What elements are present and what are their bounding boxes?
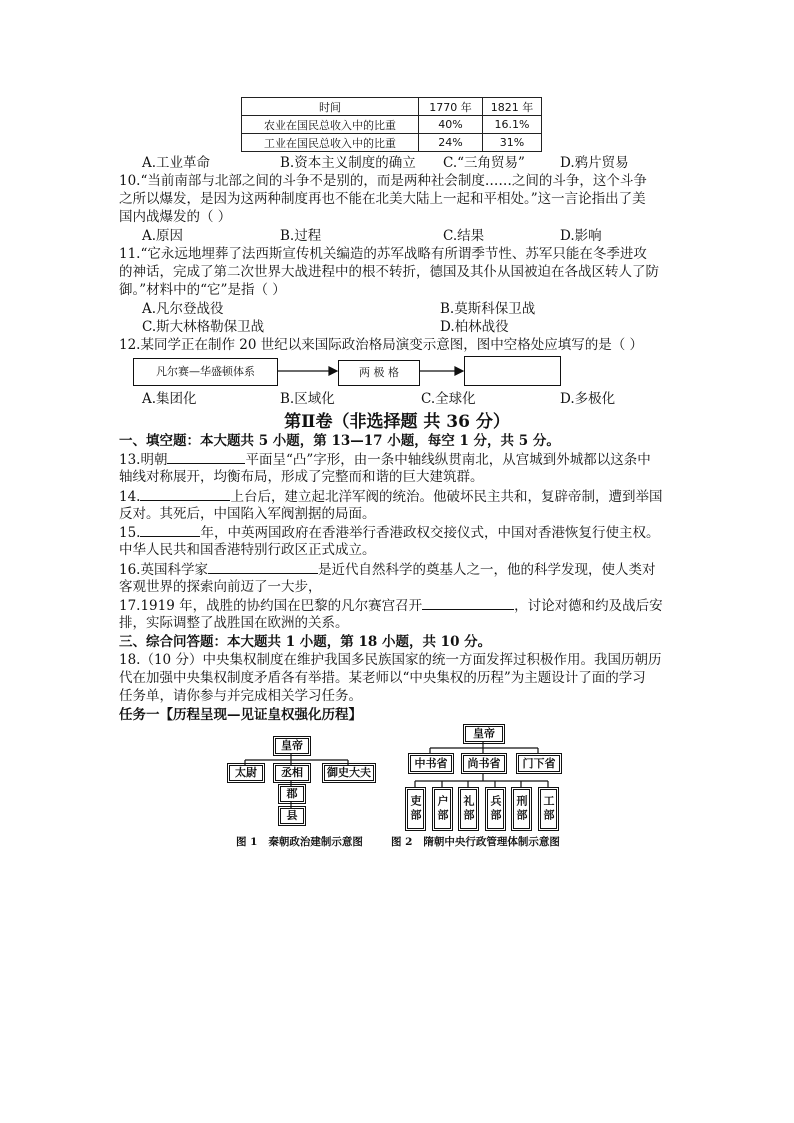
fig1-jun-box: 郡 xyxy=(280,786,304,802)
fig2-shangshu-box: 尚书省 xyxy=(463,755,505,772)
fig2-ministry-hu: 户部 xyxy=(434,789,451,829)
q14-suffix: 上台后，建立起北洋军阀的统治。他破坏民主共和，复辟帝制，遭到举国 xyxy=(230,489,663,505)
q11-option-b: B.莫斯科保卫战 xyxy=(440,301,536,317)
q11-option-c: C.斯大林格勒保卫战 xyxy=(142,319,265,335)
q12-option-c: C.全球化 xyxy=(421,391,476,407)
table-cell: 16.1% xyxy=(483,116,542,134)
q11-option-d: D.柏林战役 xyxy=(440,319,509,335)
q14-prefix: 14. xyxy=(119,489,141,505)
fig2-ministry-xing: 刑部 xyxy=(513,789,530,829)
q15-prefix: 15. xyxy=(119,525,141,541)
fig1-emperor-box: 皇帝 xyxy=(275,738,309,754)
fig1-caption: 图 1 秦朝政治建制示意图 xyxy=(236,836,363,848)
flow-box-bipolar: 两 极 格 xyxy=(338,360,420,386)
table-cell: 40% xyxy=(419,116,483,134)
q12-option-b: B.区域化 xyxy=(280,391,335,407)
q18-line: 代在加强中央集权制度矛盾各有举措。某老师以“中央集权的历程”为主题设计了面的学习 xyxy=(119,670,646,686)
q12-text-line: 12.某同学正在制作 20 世纪以来国际政治格局演变示意图，图中空格处应填写的是（ ） xyxy=(119,337,644,353)
q9-option-d: D.鸦片贸易 xyxy=(560,155,629,171)
section3-title: 三、综合问答题：本大题共 1 小题，第 18 小题，共 10 分。 xyxy=(119,634,492,650)
fig2-ministry-li-rites: 礼部 xyxy=(460,789,477,829)
q9-option-b: B.资本主义制度的确立 xyxy=(280,155,416,171)
q16-line2: 客观世界的探索向前迈了一大步， xyxy=(119,579,322,595)
q11-option-a: A.凡尔登战役 xyxy=(142,301,224,317)
section1-title: 一、填空题：本大题共 5 小题，第 13—17 小题，每空 1 分，共 5 分。 xyxy=(119,433,560,449)
q10-option-d: D.影响 xyxy=(560,228,602,244)
task1-heading: 任务一【历程呈现—见证皇权强化历程】 xyxy=(119,707,362,723)
q13-suffix: 平面呈“凸”字形，由一条中轴线纵贯南北，从宫城到外城都以这条中 xyxy=(245,452,651,468)
table-cell: 工业在国民总收入中的比重 xyxy=(242,134,419,152)
table-header-cell: 1821 年 xyxy=(483,98,542,116)
fig2-ministry-li-personnel: 吏部 xyxy=(407,789,424,829)
q18-line: 任务单，请你参与并完成相关学习任务。 xyxy=(119,688,362,704)
table-header-cell: 时间 xyxy=(242,98,419,116)
q11-text-line: 的神话，完成了第二次世界大战进程中的根不转折，德国及其仆从国被迫在各战区转人了防 xyxy=(119,264,659,280)
q10-text-line: 10.“当前南部与北部之间的斗争不是别的，而是两种社会制度……之间的斗争，这个斗争 xyxy=(119,173,647,189)
q10-text-line: 之所以爆发，是因为这两种制度再也不能在北美大陆上一起和平相处。”这一言论指出了美 xyxy=(119,191,646,207)
flow-box-versailles-washington: 凡尔赛—华盛顿体系 xyxy=(133,358,278,386)
q9-option-a: A.工业革命 xyxy=(142,155,211,171)
fig2-menxia-box: 门下省 xyxy=(518,755,560,772)
table-cell: 31% xyxy=(483,134,542,152)
q14-line2: 反对。其死后，中国陷入军阀割据的局面。 xyxy=(119,506,376,522)
q10-option-c: C.结果 xyxy=(443,228,485,244)
fig2-zhongshu-box: 中书省 xyxy=(410,755,452,772)
fig1-taiwei-box: 太尉 xyxy=(229,765,263,781)
q15-line2: 中华人民共和国香港特别行政区正式成立。 xyxy=(119,542,376,558)
q13-prefix: 13.明朝 xyxy=(119,452,168,468)
table-cell: 24% xyxy=(419,134,483,152)
q11-text-line: 御。”材料中的“它”是指（ ） xyxy=(119,282,286,298)
fig1-xian-box: 县 xyxy=(280,808,304,824)
q13-line2: 轴线对称展开，均衡布局，形成了完整而和谐的巨大建筑群。 xyxy=(119,469,484,485)
q18-line: 18.（10 分）中央集权制度在维护我国多民族国家的统一方面发挥过积极作用。我国历朝历 xyxy=(119,652,662,668)
q12-option-d: D.多极化 xyxy=(560,391,616,407)
q16-prefix: 16.英国科学家 xyxy=(119,562,208,578)
q10-option-b: B.过程 xyxy=(280,228,322,244)
fig2-emperor-box: 皇帝 xyxy=(465,726,503,742)
q15-suffix: 年，中英两国政府在香港举行香港政权交接仪式，中国对香港恢复行使主权。 xyxy=(200,525,660,541)
q10-text-line: 国内战爆发的（ ） xyxy=(119,209,232,225)
q11-text-line: 11.“它永远地埋葬了法西斯宣传机关编造的苏军战略有所谓季节性、苏军只能在冬季进攻 xyxy=(119,246,647,262)
table-header-cell: 1770 年 xyxy=(419,98,483,116)
fig2-ministry-bing: 兵部 xyxy=(487,789,504,829)
q17-suffix: ，讨论对德和约及战后安 xyxy=(514,598,663,614)
q12-option-a: A.集团化 xyxy=(142,391,197,407)
fig2-ministry-gong: 工部 xyxy=(540,789,557,829)
q17-line2: 排，实际调整了战胜国在欧洲的关系。 xyxy=(119,615,349,631)
q10-option-a: A.原因 xyxy=(142,228,184,244)
table-cell: 农业在国民总收入中的比重 xyxy=(242,116,419,134)
q9-option-c: C.“三角贸易” xyxy=(443,155,525,171)
fig1-chancellor-box: 丞相 xyxy=(275,765,309,781)
part2-title: 第Ⅱ卷（非选择题 共 36 分） xyxy=(284,412,510,432)
fig1-censor-box: 御史大夫 xyxy=(324,765,374,781)
fig2-caption: 图 2 隋朝中央行政管理体制示意图 xyxy=(391,836,560,848)
q16-suffix: 是近代自然科学的奠基人之一，他的科学发现，使人类对 xyxy=(317,562,656,578)
q17-prefix: 17.1919 年，战胜的协约国在巴黎的凡尔赛宫召开 xyxy=(119,598,423,614)
